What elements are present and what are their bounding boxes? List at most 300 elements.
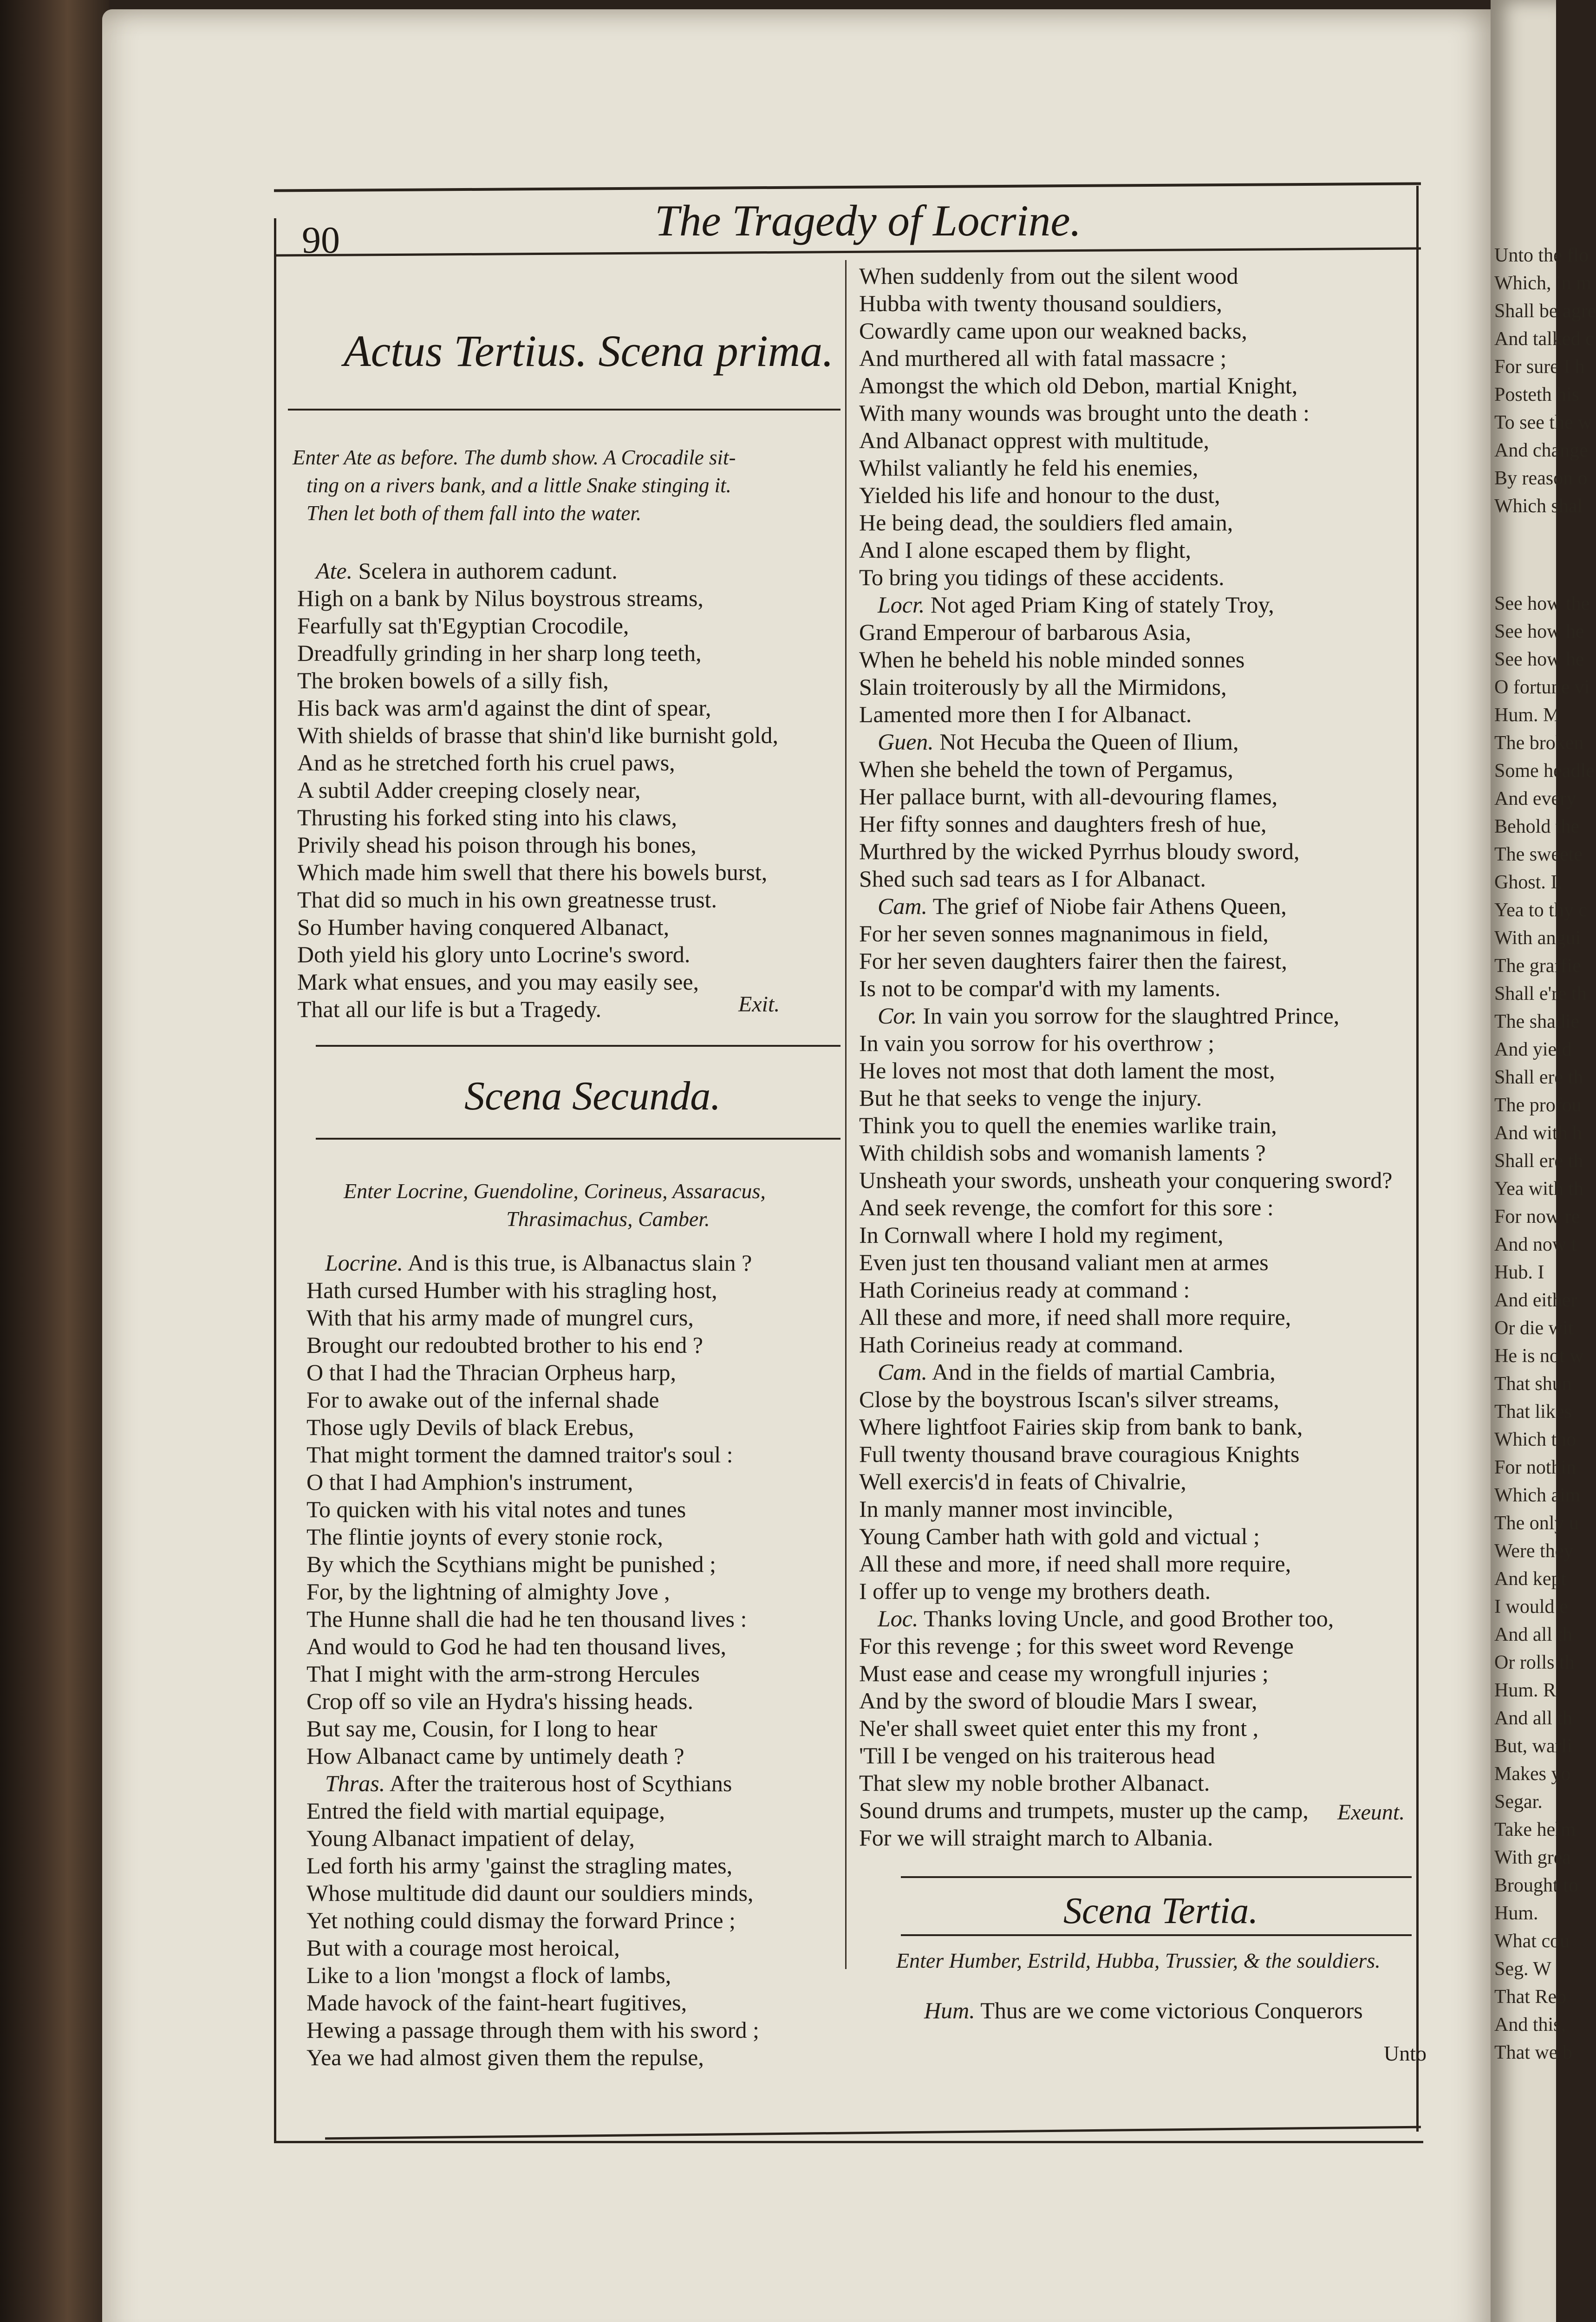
facing-page-line: Yea with th [1494,1178,1583,1200]
facing-page-line: See how the [1494,593,1590,614]
verse-line [306,1359,759,1386]
verse-text: Where lightfoot Fairies skip from bank to bank, [859,1414,1303,1440]
verse-text: To quicken with his vital notes and tunes [306,1496,686,1522]
act-heading-rule [288,409,840,411]
verse-text: Hath cursed Humber with his stragling host, [306,1277,717,1303]
facing-page-line: Hum. [1494,1903,1538,1924]
verse-line [306,1742,759,1770]
facing-page-line: That likes [1494,1401,1572,1422]
verse-line [306,1331,759,1359]
catchword: Unto [1384,2042,1427,2065]
verse-text: Mark what ensues, and you may easily see, [297,969,699,995]
verse-text: O that I had Amphion's instrument, [306,1469,633,1495]
verse-line [859,454,1392,482]
verse-line [859,1660,1392,1687]
verse-text: When suddenly from out the silent wood [859,263,1238,289]
verse-line [859,893,1392,920]
verse-text: Young Camber hath with gold and victual ; [859,1523,1260,1549]
verse-text: Those ugly Devils of black Erebus, [306,1414,634,1440]
verse-text: Thrusting his forked sting into his claws, [297,804,677,830]
verse-line [297,612,778,639]
verse-text: He being dead, the souldiers fled amain, [859,509,1233,535]
verse-text: But he that seeks to venge the injury. [859,1085,1202,1111]
verse-line [859,1194,1392,1221]
verse-line [859,865,1392,893]
verse-text: That did so much in his own greatnesse trust. [297,887,717,913]
verse-line [297,639,778,667]
facing-page-line: Hum. R [1494,1680,1557,1701]
verse-text: Close by the boystrous Iscan's silver streams, [859,1386,1279,1412]
facing-page-line: Which shal [1494,496,1583,517]
facing-page-line: For nothin [1494,1457,1576,1478]
verse-line [859,1715,1392,1742]
facing-page-line: Behold the [1494,816,1580,837]
verse-text: For her seven daughters fairer then the fairest, [859,948,1287,974]
verse-line [306,1688,759,1715]
verse-text: Hubba with twenty thousand souldiers, [859,290,1222,316]
verse-line [859,1358,1392,1386]
verse-line [859,345,1392,372]
verse-line [859,975,1392,1002]
verse-line [859,372,1392,399]
verse-text: Brought our redoubted brother to his end ? [306,1332,703,1358]
stage-direction-line: Thrasimachus, Camber. [506,1207,710,1231]
verse-line [306,1249,759,1277]
verse-text: To bring you tidings of these accidents. [859,564,1225,590]
page-number: 90 [302,219,340,261]
verse-line [859,1550,1392,1578]
verse-line [306,1879,759,1907]
verse-text: Well exercis'd in feats of Chivalrie, [859,1468,1186,1494]
stage-direction-line: Then let both of them fall into the water. [306,502,642,525]
verse-text: That slew my noble brother Albanact. [859,1770,1210,1796]
verse-line [297,722,778,749]
verse-line [306,1797,759,1825]
verse-line [306,1934,759,1962]
verse-line [297,996,778,1023]
verse-text: By which the Scythians might be punished ; [306,1551,716,1577]
facing-page-line: Shall e're th [1494,983,1587,1004]
verse-text: And is this true, is Albanactus slain ? [407,1250,752,1276]
facing-page-line: For sure I h [1494,356,1585,378]
facing-page-line: Segar. [1494,1791,1543,1813]
verse-text: The broken bowels of a silly fish, [297,667,609,693]
verse-text: When she beheld the town of Pergamus, [859,756,1233,782]
verse-text: And I alone escaped them by flight, [859,537,1192,563]
verse-line [859,756,1392,783]
verse-text: For, by the lightning of almighty Jove , [306,1578,670,1605]
verse-text: He loves not most that doth lament the most, [859,1057,1275,1083]
verse-text: That might torment the damned traitor's soul : [306,1441,733,1468]
verse-text: O that I had the Thracian Orpheus harp, [306,1359,677,1385]
verse-line [306,1825,759,1852]
final-speech-line [924,1997,1363,2024]
stage-direction-line: ting on a rivers bank, and a little Snake stinging it. [306,474,731,497]
verse-line [859,1769,1392,1797]
facing-page-line: Some headle [1494,760,1595,782]
verse-line [306,1468,759,1496]
verse-text: Her fifty sonnes and daughters fresh of hue, [859,811,1267,837]
verse-line [859,509,1392,536]
verse-text: Whose multitude did daunt our souldiers minds, [306,1880,754,1906]
verse-line [297,667,778,694]
verse-line [859,1030,1392,1057]
facing-page-line: And every [1494,788,1576,809]
stage-direction-line: Enter Ate as before. The dumb show. A Crocadile sit- [293,446,736,469]
verse-text: For we will straight march to Albania. [859,1825,1213,1851]
facing-page-line: Unto the flo [1494,245,1589,266]
verse-line [306,1605,759,1633]
facing-page-line: To see the w [1494,412,1592,433]
verse-text: I offer up to venge my brothers death. [859,1578,1211,1604]
verse-line [859,1386,1392,1413]
stage-direction-3: Enter Humber, Estrild, Hubba, Trussier, & the souldiers. [896,1949,1381,1972]
facing-page-line: And now t [1494,1234,1577,1255]
verse-line [859,1495,1392,1523]
verse-line [859,920,1392,947]
verse-line [306,1989,759,2016]
speaker-name: Loc. [878,1605,919,1631]
verse-line [306,1386,759,1414]
running-head: The Tragedy of Locrine. [655,196,1081,245]
verse-line [859,1824,1392,1852]
verse-text: All these and more, if need shall more require, [859,1551,1291,1577]
verse-line [859,646,1392,673]
verse-text: Sound drums and trumpets, muster up the camp, [859,1797,1309,1823]
verse-line [297,776,778,804]
scene3-rule-top [901,1876,1412,1878]
facing-page-line: Which tho [1494,1429,1576,1450]
exeunt-direction: Exeunt. [1337,1800,1405,1825]
column-divider [845,260,847,1969]
verse-text: Hath Corineius ready at command. [859,1331,1184,1357]
verse-line [297,749,778,776]
verse-line [859,1057,1392,1084]
verse-text: Ne'er shall sweet quiet enter this my front , [859,1715,1259,1741]
facing-page-line: But, warli [1494,1735,1572,1757]
verse-text: 'Till I be venged on his traiterous head [859,1742,1215,1768]
verse-line [859,1304,1392,1331]
speaker-name: Thras. [325,1770,385,1796]
verse-text: High on a bank by Nilus boystrous streams, [297,585,704,611]
verse-text: Hewing a passage through them with his sword ; [306,2017,759,2043]
verse-text: And seek revenge, the comfort for this sore : [859,1194,1274,1220]
facing-page-line: Makes yo [1494,1763,1571,1785]
facing-page-line: And this, [1494,2014,1566,2035]
verse-text: With that his army made of mungrel curs, [306,1304,694,1331]
facing-page-line: Shall ere th [1494,1067,1583,1088]
scene2-rule-bottom [316,1138,840,1140]
facing-page-line: Hum. M [1494,704,1561,726]
verse-line [306,1633,759,1660]
act-heading: Actus Tertius. Scena prima. [344,326,834,376]
facing-page-line: And all th [1494,1624,1572,1645]
facing-page-line: Were they [1494,1540,1574,1562]
stage-direction-1 [293,444,736,527]
verse-line [859,1632,1392,1660]
verse-text: Thanks loving Uncle, and good Brother too, [924,1605,1334,1631]
verse-line [297,585,778,612]
verse-line [306,1770,759,1797]
verse-text: For her seven sonnes magnanimous in field, [859,920,1269,946]
verse-line [859,1139,1392,1167]
verse-text: Her pallace burnt, with all-devouring flames, [859,783,1278,809]
facing-page-line: And all th [1494,1708,1572,1729]
verse-text: How Albanact came by untimely death ? [306,1743,684,1769]
facing-page-edge [1491,0,1596,2322]
facing-page-line: The graffie [1494,955,1581,977]
verse-line [859,673,1392,701]
verse-text: Like to a lion 'mongst a flock of lambs, [306,1962,671,1988]
verse-text: Full twenty thousand brave couragious Knights [859,1441,1300,1467]
verse-line [306,1715,759,1742]
verse-line [859,1578,1392,1605]
facing-page-line: The broken [1494,732,1584,754]
verse-text: Which made him swell that there his bowels burst, [297,859,768,885]
book-binding [0,0,109,2322]
verse-line [859,1468,1392,1495]
facing-page-line: And yield [1494,1039,1572,1060]
verse-line [306,1304,759,1331]
stage-direction-2 [344,1177,766,1233]
verse-text: In Cornwall where I hold my regiment, [859,1222,1224,1248]
verse-line [859,810,1392,838]
facing-page-line: O fortune vi [1494,677,1590,698]
verse-line [859,1797,1392,1824]
verse-text: But with a courage most heroical, [306,1935,620,1961]
verse-line [306,1660,759,1688]
facing-page-line: That we b [1494,2042,1572,2063]
speaker-name: Cor. [878,1003,917,1029]
verse-line [297,831,778,859]
facing-page-line: The sweete [1494,844,1583,865]
verse-line [859,947,1392,975]
verse-text: And murthered all with fatal massacre ; [859,345,1227,371]
verse-text: Unsheath your swords, unsheath your conquering sword? [859,1167,1393,1193]
verse-text: Yet nothing could dismay the forward Prince ; [306,1907,736,1933]
facing-page-line: The shadie [1494,1011,1580,1032]
scene2-heading: Scena Secunda. [464,1074,721,1119]
verse-text: Entred the field with martial equipage, [306,1798,665,1824]
facing-page-line: For now re [1494,1206,1580,1227]
scene2-rule-top [316,1045,840,1047]
verse-text: With many wounds was brought unto the death : [859,400,1310,426]
facing-page-line: And talked c [1494,328,1594,350]
verse-line [306,2044,759,2071]
left-speech-2 [306,1249,759,2071]
verse-text: Hath Corineius ready at command : [859,1277,1190,1303]
stage-direction-line: Enter Locrine, Guendoline, Corineus, Assaracus, [344,1179,766,1203]
verse-text: After the traiterous host of Scythians [389,1770,732,1796]
verse-text: For to awake out of the infernal shade [306,1387,659,1413]
verse-text: When he beheld his noble minded sonnes [859,646,1245,672]
verse-line [859,399,1392,427]
verse-line [859,427,1392,454]
facing-page-line: Hub. I [1494,1262,1544,1283]
verse-line [859,591,1392,619]
facing-page-line: The only u [1494,1513,1579,1534]
verse-line [859,1605,1392,1632]
facing-page-line: Which, in m [1494,273,1591,294]
verse-text: With shields of brasse that shin'd like burnisht gold, [297,722,779,748]
verse-text: His back was arm'd against the dint of spear, [297,695,711,721]
verse-line [859,1221,1392,1249]
verse-line [306,2016,759,2044]
verse-text: Scelera in authorem cadunt. [358,558,618,584]
verse-line [859,564,1392,591]
right-speech [859,262,1392,1852]
verse-line [306,1962,759,1989]
verse-line [859,1002,1392,1030]
verse-text: Grand Emperour of barbarous Asia, [859,619,1192,645]
verse-line [859,536,1392,564]
verse-text: In vain you sorrow for his overthrow ; [859,1030,1215,1056]
verse-text: Cowardly came upon our weakned backs, [859,318,1247,344]
verse-text: So Humber having conquered Albanact, [297,914,670,940]
verse-line [859,482,1392,509]
verse-line [859,1167,1392,1194]
verse-line [306,1852,759,1879]
verse-line [306,1277,759,1304]
right-frame-rule [1416,186,1419,2132]
verse-line [297,859,778,886]
facing-page-line: And either [1494,1290,1577,1311]
left-speech-1 [297,557,778,1023]
verse-line [859,701,1392,728]
facing-page-line: Take helm [1494,1819,1576,1840]
verse-line [297,804,778,831]
verse-line [859,783,1392,810]
verse-text: Shed such sad tears as I for Albanact. [859,866,1206,892]
verse-line [859,290,1392,317]
verse-line [306,1496,759,1523]
verse-line [859,1084,1392,1112]
speaker-name: Cam. [878,893,927,919]
verse-text: Even just ten thousand valiant men at armes [859,1249,1269,1275]
verse-text: Crop off so vile an Hydra's hissing heads. [306,1688,693,1714]
verse-text: Privily shead his poison through his bones, [297,832,697,858]
verse-text: The grief of Niobe fair Athens Queen, [932,893,1287,919]
verse-line [297,913,778,941]
verse-text: Made havock of the faint-heart fugitives, [306,1989,687,2015]
verse-text: In vain you sorrow for the slaughtred Prince, [923,1003,1340,1029]
facing-page-line: Which aim [1494,1485,1581,1506]
verse-text: Led forth his army 'gainst the stragling mates, [306,1852,733,1878]
facing-page-line: Or rolls th [1494,1652,1575,1673]
verse-text: Is not to be compar'd with my laments. [859,975,1221,1001]
verse-line [859,262,1392,290]
verse-line [306,1551,759,1578]
facing-page-line: I would e [1494,1596,1568,1618]
verse-line [859,838,1392,865]
verse-text: Doth yield his glory unto Locrine's sword. [297,941,691,967]
facing-page-line: Ghost. I, [1494,872,1562,893]
verse-text: The Hunne shall die had he ten thousand lives : [306,1606,747,1632]
verse-text: Amongst the which old Debon, martial Knight, [859,372,1298,398]
facing-page-line: He is not w [1494,1345,1584,1367]
verse-text: All these and more, if need shall more require, [859,1304,1291,1330]
verse-text: Not aged Priam King of stately Troy, [930,592,1274,618]
verse-text: And by the sword of bloudie Mars I swear, [859,1688,1257,1714]
facing-page-line: And with h [1494,1122,1582,1144]
verse-text: And as he stretched forth his cruel paws, [297,750,675,776]
verse-line [306,1441,759,1468]
verse-text: With childish sobs and womanish laments ? [859,1140,1266,1166]
speaker-name: Ate. [316,558,353,584]
verse-text: Whilst valiantly he feld his enemies, [859,455,1199,481]
verse-text: Yielded his life and honour to the dust, [859,482,1220,508]
verse-line [859,1523,1392,1550]
verse-line [859,1441,1392,1468]
verse-line [859,317,1392,345]
facing-page-line: Posteth his [1494,384,1580,405]
verse-line [859,619,1392,646]
verse-text: Dreadfully grinding in her sharp long teeth, [297,640,702,666]
verse-line [297,557,778,585]
verse-line [859,1112,1392,1139]
verse-line [297,968,778,996]
verse-line [859,1687,1392,1715]
speaker-name: Guen. [878,729,934,755]
exit-direction: Exit. [738,992,780,1017]
verse-text: Young Albanact impatient of delay, [306,1825,635,1851]
verse-text: Must ease and cease my wrongfull injuries ; [859,1660,1269,1686]
facing-page-line: That Reb [1494,1986,1567,2008]
verse-text: And in the fields of martial Cambria, [932,1359,1276,1385]
facing-page-line: The profou [1494,1095,1582,1116]
verse-text: Thus are we come victorious Conquerors [980,1997,1363,2023]
facing-page-line: And change [1494,440,1588,461]
speaker-name: Locr. [878,592,925,618]
facing-page-line: See how he [1494,649,1584,670]
speaker-name: Locrine. [325,1250,404,1276]
verse-line [859,1249,1392,1276]
verse-text: That I might with the arm-strong Hercules [306,1661,700,1687]
speaker-name: Hum. [924,1997,975,2023]
verse-text: For this revenge ; for this sweet word Revenge [859,1633,1294,1659]
facing-page-line: With grea [1494,1847,1571,1868]
verse-line [306,1523,759,1551]
verse-text: Slain troiterously by all the Mirmidons, [859,674,1227,700]
verse-text: And Albanact opprest with multitude, [859,427,1210,453]
facing-page-line: Shall ere th [1494,1150,1583,1172]
facing-page-line: Brought to [1494,1875,1578,1896]
verse-text: Yea we had almost given them the repulse, [306,2044,704,2070]
verse-line [859,1276,1392,1304]
verse-text: In manly manner most invincible, [859,1496,1173,1522]
facing-page-line: And kept [1494,1568,1567,1590]
verse-line [306,1414,759,1441]
verse-line [859,728,1392,756]
facing-page-line: See how he [1494,621,1584,642]
verse-text: The flintie joynts of every stonie rock, [306,1524,663,1550]
verse-line [297,694,778,722]
facing-page-line: Shall be agre [1494,300,1596,322]
verse-text: Think you to quell the enemies warlike train, [859,1112,1277,1138]
verse-line [306,1907,759,1934]
facing-page-line: What cou [1494,1931,1570,1952]
verse-text: That all our life is but a Tragedy. [297,996,601,1022]
facing-page-line: Or die wit [1494,1318,1574,1339]
verse-line [859,1742,1392,1769]
facing-page-line: That shun [1494,1373,1572,1395]
verse-line [297,886,778,913]
verse-line [297,941,778,968]
verse-text: Murthred by the wicked Pyrrhus bloudy sword, [859,838,1300,864]
verse-text: And would to God he had ten thousand lives, [306,1633,727,1659]
facing-page-line: Yea to thy c [1494,900,1587,921]
verse-text: Lamented more then I for Albanact. [859,701,1192,727]
